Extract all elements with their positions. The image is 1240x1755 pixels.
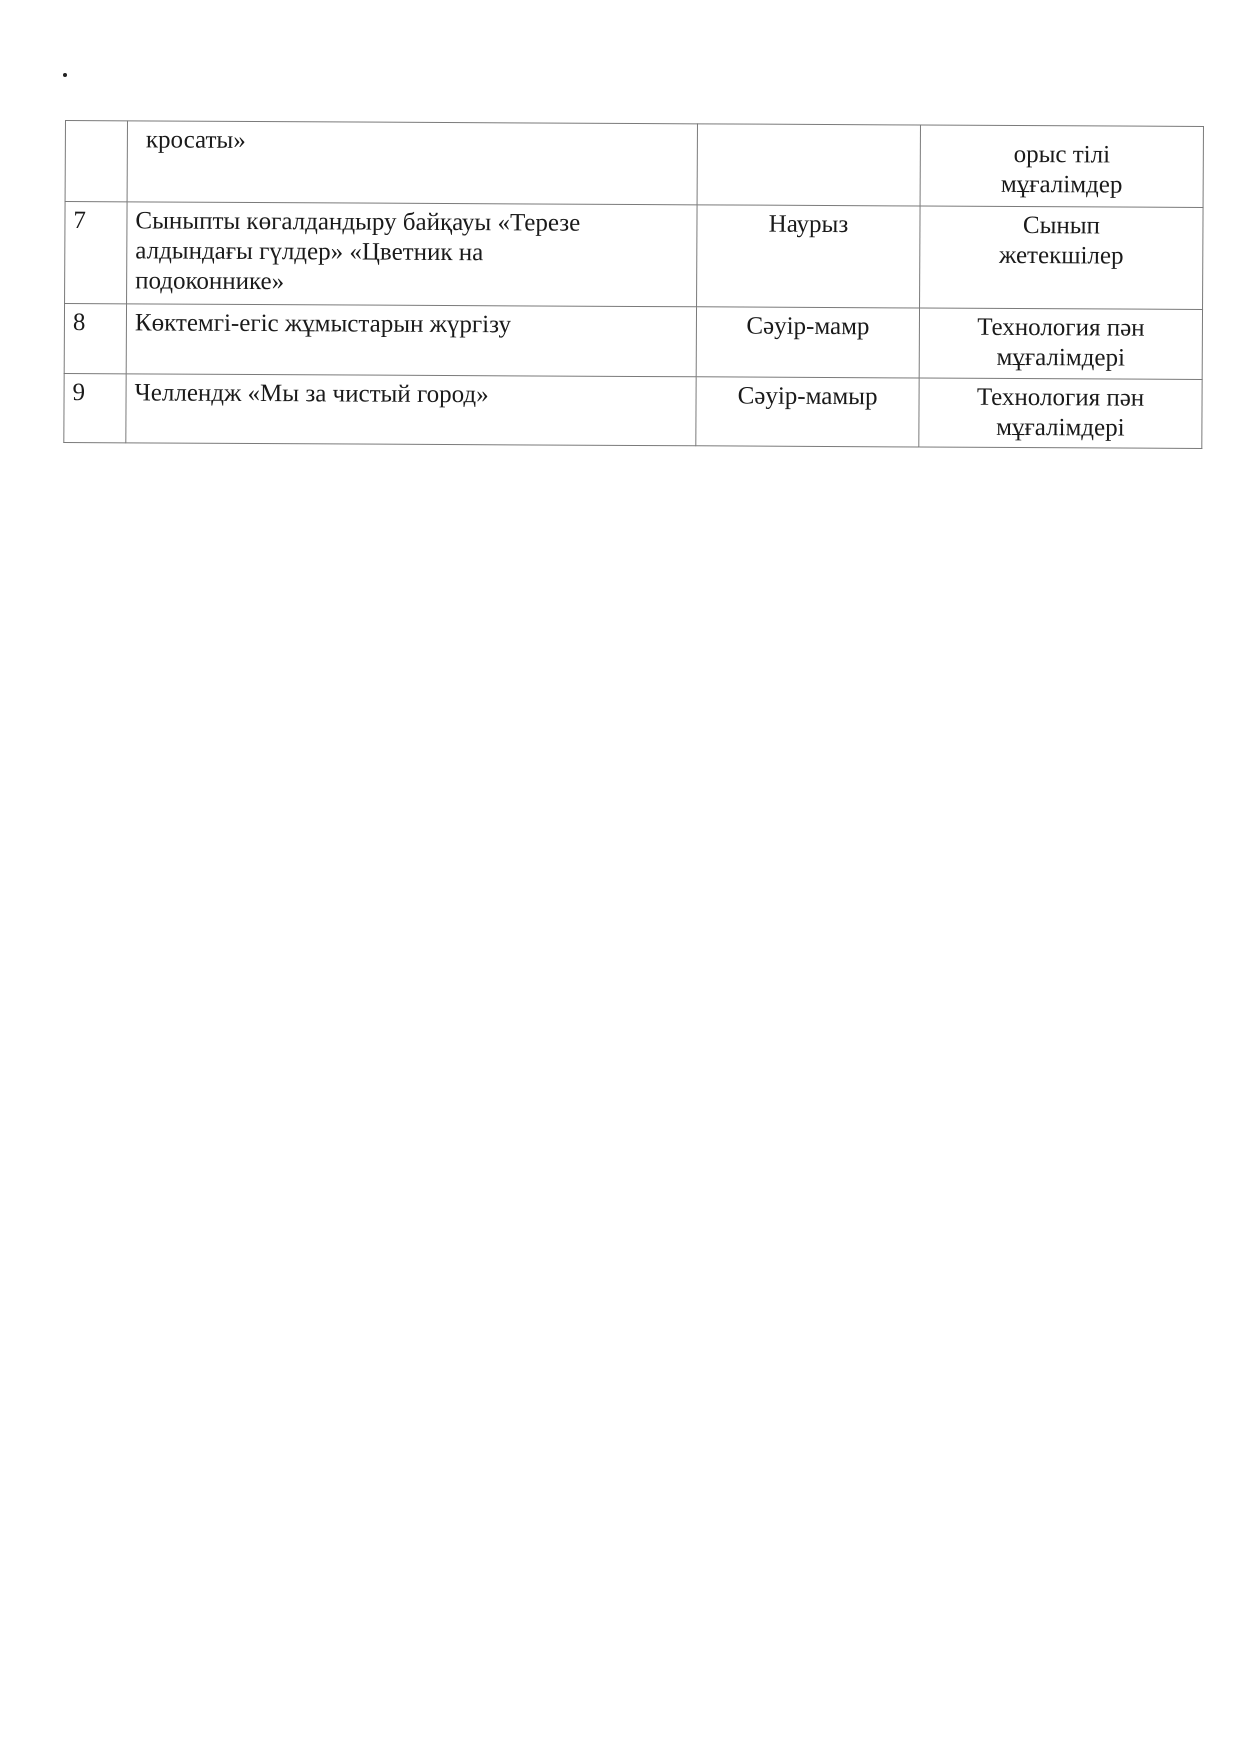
- responsible-text-line: Сынып: [1022, 212, 1101, 240]
- responsible-cell: [919, 308, 1202, 379]
- date-cell: Сәуір-мамыр: [696, 377, 919, 447]
- date-cell: Сәуір-мамр: [696, 307, 919, 378]
- table-row: [64, 304, 1202, 380]
- responsible-cell: [920, 125, 1203, 207]
- event-text-line: Көктемгі-егіс жұмыстарын жүргізу: [134, 309, 512, 339]
- responsible-text-line: мұғалімдері: [996, 343, 1126, 372]
- event-text-line: Сыныпты көгалдандыру байқауы «Терезе: [135, 207, 581, 237]
- table-row: [65, 121, 1203, 208]
- event-text-line: алдындағы гүлдер» «Цветник на: [135, 237, 484, 267]
- responsible-cell: [920, 206, 1204, 309]
- events-table: [63, 120, 1204, 449]
- table-row: [64, 373, 1202, 448]
- row-number: [65, 121, 127, 202]
- table-row: [65, 202, 1204, 310]
- row-number: 8: [64, 304, 126, 374]
- event-text-line: кросаты»: [145, 126, 246, 154]
- responsible-text-line: мұғалімдері: [996, 413, 1125, 442]
- date-cell: [697, 124, 920, 206]
- row-number: 9: [64, 373, 126, 442]
- scan-speck: [63, 73, 67, 77]
- responsible-text-line: жетекшілер: [998, 241, 1124, 270]
- event-cell: [126, 304, 696, 377]
- responsible-text-line: Технология пән: [977, 313, 1145, 342]
- event-cell: [127, 121, 697, 205]
- date-cell: Наурыз: [697, 205, 921, 308]
- row-number: 7: [65, 202, 128, 304]
- responsible-text-line: мұғалімдер: [1000, 170, 1123, 199]
- responsible-cell: [919, 378, 1202, 448]
- event-text-line: подоконнике»: [135, 267, 285, 296]
- event-text-line: Челлендж «Мы за чистый город»: [134, 379, 489, 409]
- event-cell: [127, 202, 698, 307]
- event-cell: [126, 374, 696, 446]
- responsible-text-line: Технология пән: [976, 383, 1145, 412]
- responsible-text-line: орыс тілі: [1013, 140, 1111, 169]
